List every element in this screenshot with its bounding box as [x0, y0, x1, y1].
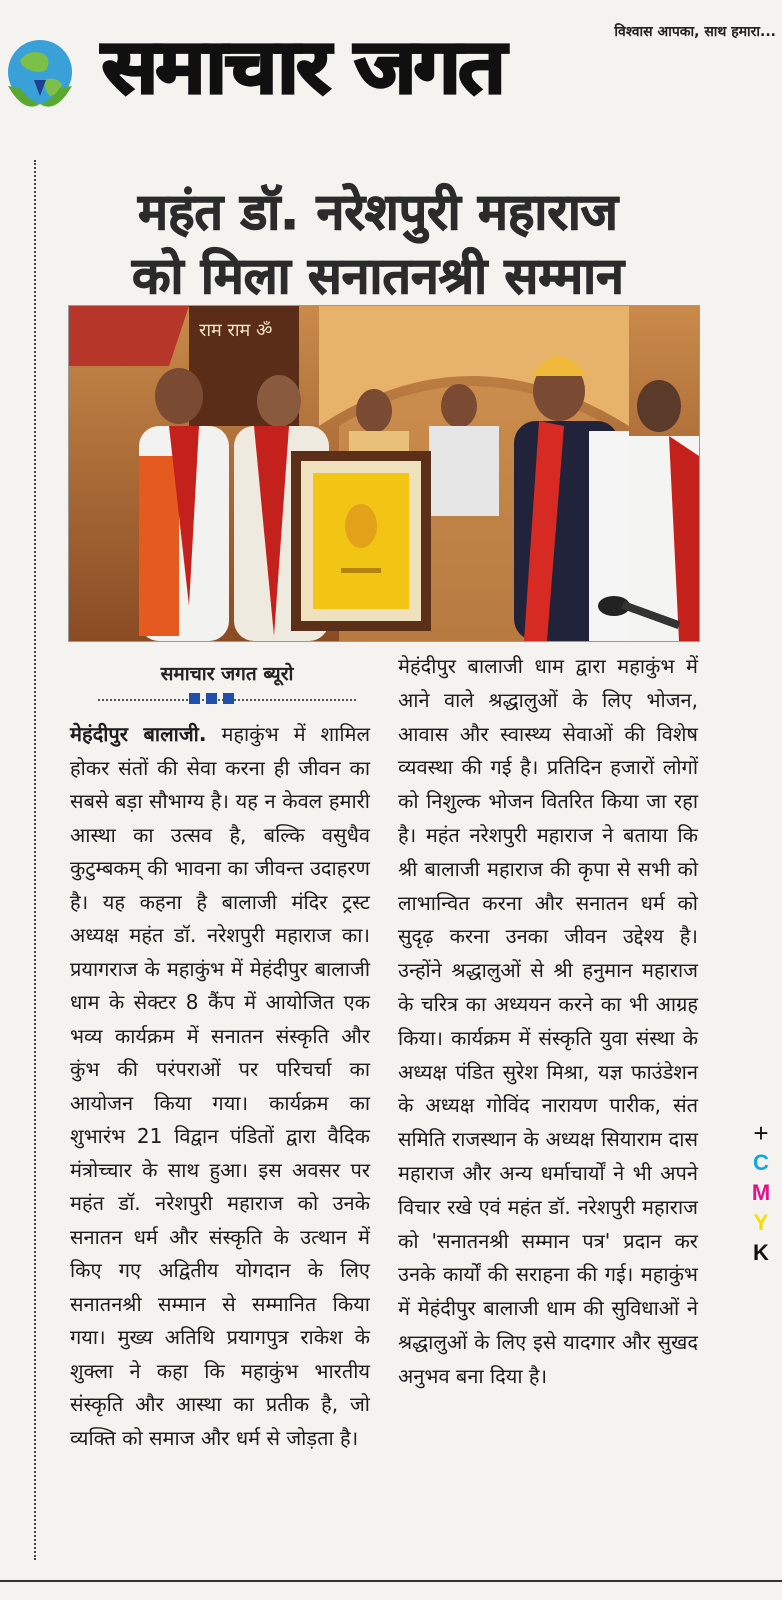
article-column-1	[70, 718, 370, 1455]
newspaper-tagline: विश्वास आपका, साथ हमारा...	[614, 24, 776, 40]
article-headline	[68, 180, 688, 308]
cmyk-y: Y	[753, 1210, 769, 1235]
headline-line-2: को मिला सनातनश्री सम्मान	[132, 247, 624, 305]
ceremony-photo-illustration	[69, 306, 699, 641]
column-divider-dotted	[34, 160, 36, 1560]
cmyk-registration-marks	[748, 1118, 774, 1268]
cmyk-k: K	[753, 1240, 769, 1265]
article-photo	[68, 305, 700, 642]
dateline: मेहंदीपुर बालाजी.	[70, 722, 207, 746]
banner-text: राम राम ॐ	[199, 320, 273, 341]
masthead	[0, 0, 782, 125]
column-1-text: महाकुंभ में शामिल होकर संतों की सेवा करना ही जीवन का सबसे बड़ा सौभाग्य है। यह न केवल हमारी आस्था का उत्सव है, बल्कि वसुधैव कुटुम्बकम् की भावना का जीवन्त उदाहरण है। यह कहना है बालाजी मंदिर ट्रस्ट अध्यक्ष महंत डॉ. नरेशपुरी महाराज का। प्रयागराज के महाकुंभ में मेहंदीपुर बालाजी धाम के सेक्टर 8 कैंप में आयोजित एक भव्य कार्यक्रम में सनातन संस्कृति और कुंभ की परंपराओं पर परिचर्चा का आयोजन किया गया। कार्यक्रम का शुभारंभ 21 विद्वान पंडितों द्वारा वैदिक मंत्रोच्चार के साथ हुआ। इस अवसर पर महंत डॉ. नरेशपुरी महाराज को उनके सनातन धर्म और संस्कृति के उत्थान में किए गए अद्वितीय योगदान के लिए सनातनश्री सम्मान से सम्मानित किया गया। मुख्य अतिथि प्रयागपुत्र राकेश के शुक्ला ने कहा कि महाकुंभ भारतीय संस्कृति और आस्था का प्रतीक है, जो व्यक्ति को समाज और धर्म से जोड़ता है।	[70, 722, 371, 1450]
cmyk-m: M	[751, 1180, 771, 1205]
globe-logo-icon	[0, 30, 86, 116]
byline: समाचार जगत ब्यूरो	[160, 663, 294, 685]
article-column-2	[398, 650, 698, 1394]
byline-block	[68, 660, 386, 706]
cmyk-c: C	[753, 1150, 769, 1175]
headline-line-1: महंत डॉ. नरेशपुरी महाराज	[138, 183, 618, 241]
column-2-text: मेहंदीपुर बालाजी धाम द्वारा महाकुंभ में आने वाले श्रद्धालुओं के लिए भोजन, आवास और स्वास्थ्य सेवाओं की विशेष व्यवस्था की गई है। प्रतिदिन हजारों लोगों को निशुल्क भोजन वितरित किया जा रहा है। महंत नरेशपुरी महाराज ने बताया कि श्री बालाजी महाराज की कृपा से सभी को लाभान्वित करना और सनातन धर्म को सुदृढ़ करना उनका जीवन उद्देश्य है। उन्होंने श्रद्धालुओं से श्री हनुमान महाराज के चरित्र का अध्ययन करने का भी आग्रह किया। कार्यक्रम में संस्कृति युवा संस्था के अध्यक्ष पंडित सुरेश मिश्रा, यज्ञ फाउंडेशन के अध्यक्ष गोविंद नारायण पारीक, संत समिति राजस्थान के अध्यक्ष सियाराम दास महाराज और अन्य धर्माचार्यों ने भी अपने विचार रखे एवं महंत डॉ. नरेशपुरी महाराज को 'सनातनश्री सम्मान पत्र' प्रदान कर उनके कार्यों की सराहना की गई। महाकुंभ में मेहंदीपुर बालाजी धाम की सुविधाओं ने श्रद्धालुओं के लिए इसे यादगार और सुखद अनुभव बना दिया है।	[398, 654, 698, 1388]
newspaper-brand-title: समाचार जगत	[102, 24, 504, 110]
blue-square-icon	[206, 693, 217, 704]
page-bottom-rule	[0, 1580, 782, 1582]
registration-plus: +	[753, 1118, 769, 1148]
blue-square-icon	[189, 693, 200, 704]
blue-square-icon	[223, 693, 234, 704]
byline-separator	[68, 692, 386, 706]
